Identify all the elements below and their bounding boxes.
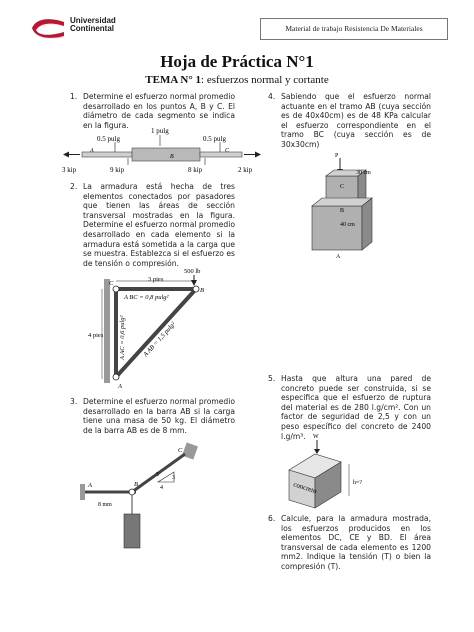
- question-3: 3. Determine el esfuerzo normal promedio desarrollado en la barra AB si la carga tiene una masa de 50 kg. El diámetro de la barra AB es de 8 mm.: [70, 397, 235, 435]
- header-course-box: Material de trabajo Resistencia De Materiales: [260, 18, 448, 40]
- fig2-point-a: A: [118, 383, 122, 390]
- fig1-force-4: 2 kip: [238, 166, 253, 174]
- fig1-diameter-2: 1 pulg: [151, 128, 169, 135]
- fig4-top-dimension: 30 cm: [356, 170, 371, 176]
- figure-1-shaft: [60, 128, 280, 176]
- fig3-mass: [124, 514, 140, 548]
- fig3-slope-4: 4: [160, 485, 163, 491]
- figure-5-wall: [285, 430, 405, 510]
- question-4: 4. Sabiendo que el esfuerzo normal actuante en el tramo AB (cuya sección es de 40x40cm) es de 48 KPa calcular el esfuerzo correspondiente en el tramo BC (cuya sección es de 30x30cm): [268, 92, 431, 149]
- fig2-height-label: 4 pies: [88, 332, 104, 339]
- page-subtitle: TEMA N° 1: esfuerzos normal y cortante: [145, 74, 329, 86]
- fig4-load-label: P: [335, 153, 339, 159]
- fig3-slope-3: 3: [172, 475, 175, 481]
- fig5-height-label: h=?: [353, 480, 363, 486]
- fig4-point-a: A: [336, 254, 341, 260]
- fig3-point-a: A: [88, 482, 92, 489]
- fig4-block-bottom: [312, 206, 362, 250]
- fig3-point-b: B: [134, 481, 138, 488]
- fig3-point-c: C: [178, 447, 183, 454]
- fig2-member-ab: [116, 289, 196, 377]
- question-6: 6. Calcule, para la armadura mostrada, los esfuerzos producidos en los elementos DC, CE y BD. El área transversal de cada elemento es 1200 mm2. Indique la tensión (T) o bien la compresión (T).: [268, 514, 431, 571]
- fig4-point-c: C: [340, 184, 345, 190]
- university-logo-icon: [30, 16, 66, 40]
- fig2-area-ab: A AB = 1,5 pulg²: [142, 320, 178, 359]
- fig2-area-ac: A AC = 0,6 pulg²: [119, 315, 126, 360]
- figure-2-truss: [86, 265, 216, 390]
- fig2-wall: [104, 279, 110, 383]
- fig4-point-b: B: [340, 208, 345, 214]
- fig5-load-label: W: [313, 434, 319, 440]
- fig1-force-1: 3 kip: [62, 166, 77, 174]
- fig5-wall-label: concreto: [292, 480, 318, 496]
- fig1-segment-middle: [132, 148, 200, 161]
- fig4-bottom-dimension: 40 cm: [340, 222, 355, 228]
- fig1-diameter-3: 0.5 pulg: [203, 135, 226, 143]
- fig2-width-label: 3 pies: [148, 276, 164, 283]
- fig1-segment-right: [200, 152, 242, 157]
- fig1-force-2: 9 kip: [110, 166, 125, 174]
- header: [30, 14, 446, 44]
- question-1: 1. Determine el esfuerzo normal promedio desarrollado en los puntos A, B y C. El diámetro de cada segmento se indica en la figura.: [70, 92, 235, 130]
- fig3-slope-5: 5: [156, 472, 159, 478]
- fig1-point-a: A: [90, 148, 94, 154]
- fig2-load-label: 500 lb: [184, 268, 201, 275]
- fig1-force-3: 8 kip: [188, 166, 203, 174]
- question-2: 2. La armadura está hecha de tres elementos conectados por pasadores que tienen las áreas de sección transversal mostradas en la figura. Determine el esfuerzo normal promedio desarrollado en cada elemento si la armadura está sometida a la carga que se muestra. Establezca si el esfuerzo es de tensión o compresión.: [70, 182, 235, 268]
- fig2-area-bc: A BC = 0,8 pulg²: [124, 294, 169, 301]
- figure-3-bar-ab: [80, 442, 200, 552]
- fig3-diameter-label: 8 mm: [98, 502, 112, 508]
- fig2-point-b: B: [200, 287, 204, 294]
- page-title: Hoja de Práctica N°1: [160, 52, 314, 71]
- fig2-point-c: C: [109, 280, 114, 287]
- fig1-diameter-1: 0.5 pulg: [97, 135, 120, 143]
- university-name: Universidad Continental: [70, 16, 116, 33]
- fig1-point-b: B: [170, 154, 174, 160]
- fig1-point-c: C: [225, 148, 230, 154]
- figure-4-blocks: [300, 148, 390, 260]
- question-5: 5. Hasta que altura una pared de concreto puede ser construida, si se especifica que el esfuerzo de ruptura del material es de 280 l.g/cm². Con un factor de seguridad de 2,5 y con un peso específico del concreto de 2400 l.g/m³.: [268, 374, 431, 441]
